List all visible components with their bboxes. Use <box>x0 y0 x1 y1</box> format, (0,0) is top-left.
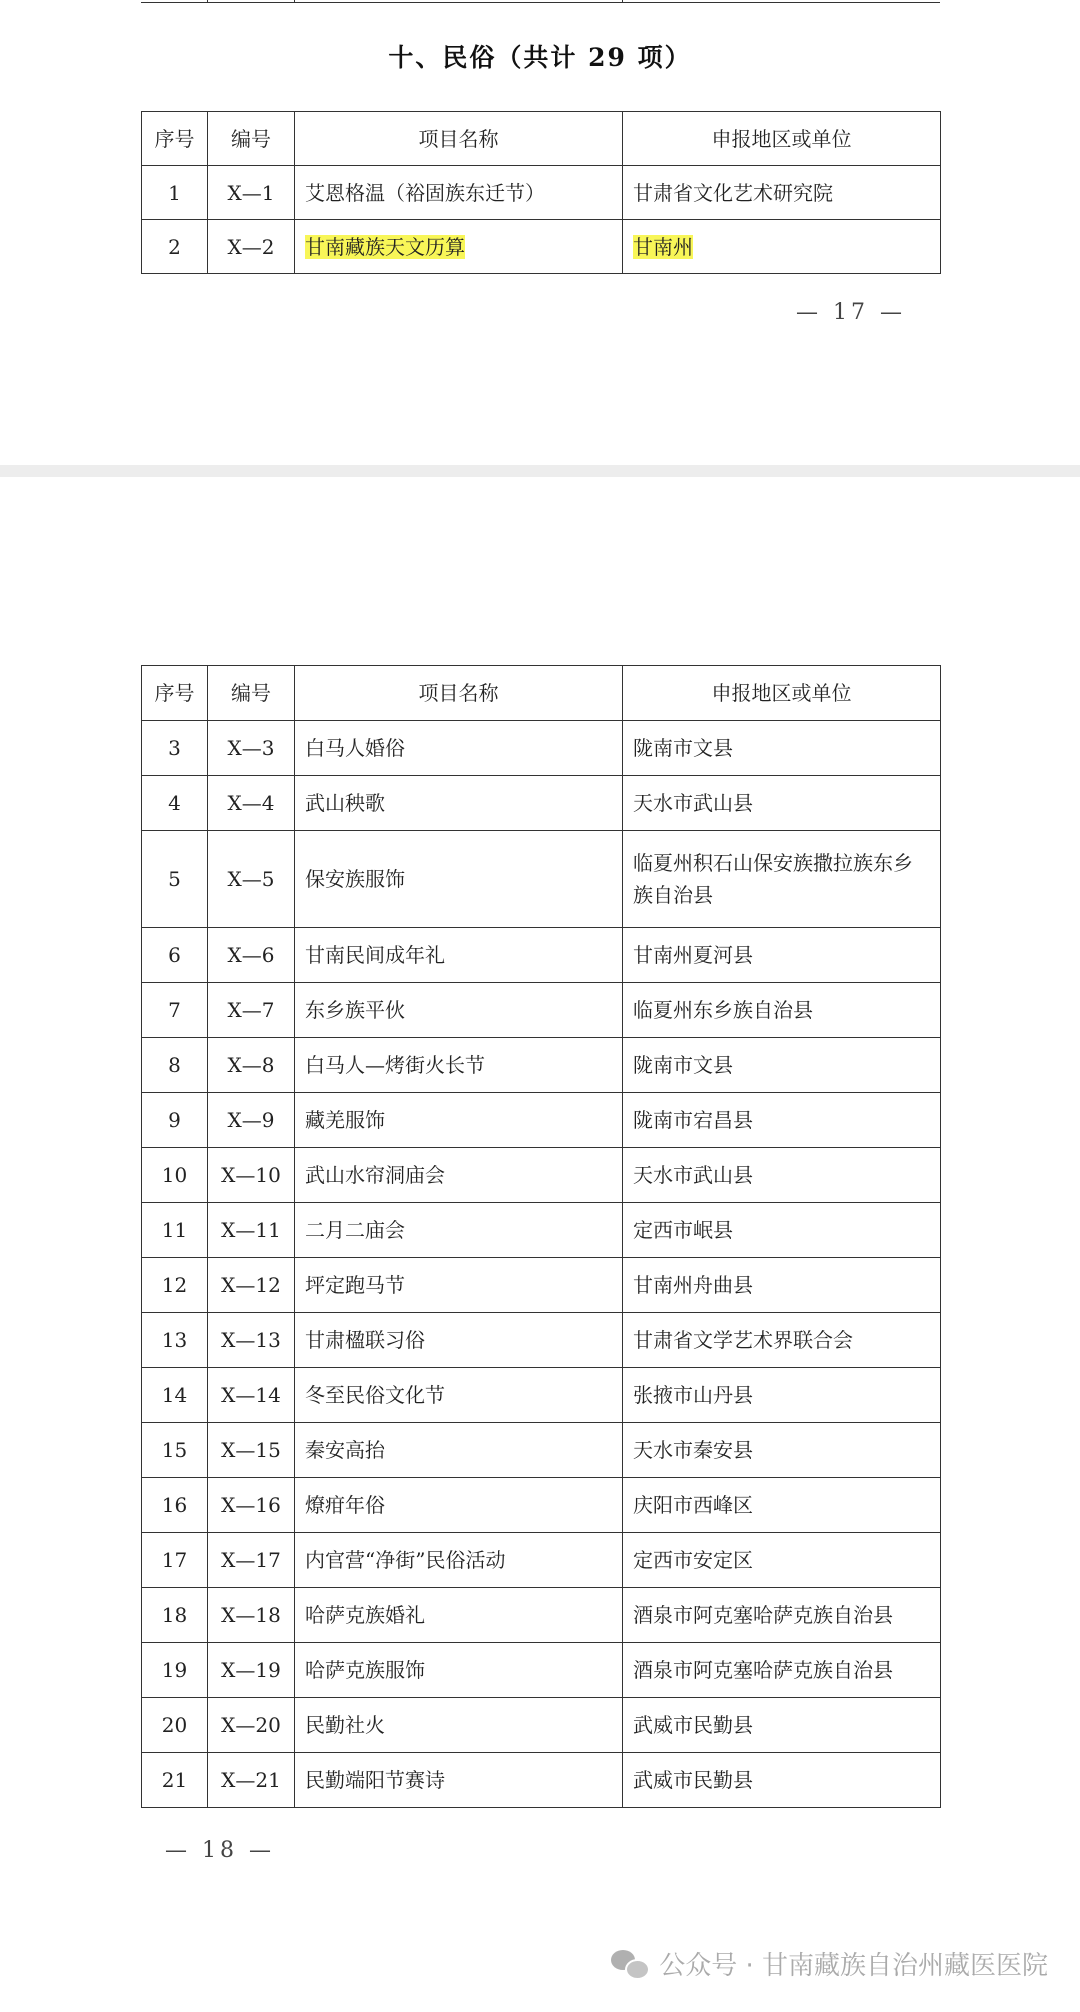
cell-serial: 19 <box>142 1643 208 1698</box>
cell-code: Ⅹ—2 <box>208 220 295 274</box>
header-project-name: 项目名称 <box>295 112 623 166</box>
page-separator <box>0 465 1080 477</box>
cell-region: 天水市武山县 <box>623 1148 941 1203</box>
cell-region: 定西市岷县 <box>623 1203 941 1258</box>
cell-code: Ⅹ—1 <box>208 166 295 220</box>
table-row <box>142 1423 941 1478</box>
table-row <box>142 1478 941 1533</box>
table-row <box>142 1533 941 1588</box>
cell-code: Ⅹ—18 <box>208 1588 295 1643</box>
cell-region: 甘南州夏河县 <box>623 928 941 983</box>
highlighted-region: 甘南州 <box>633 234 693 259</box>
table-row <box>142 776 941 831</box>
header-serial: 序号 <box>142 112 208 166</box>
cell-code: Ⅹ—9 <box>208 1093 295 1148</box>
cell-project-name: 二月二庙会 <box>295 1203 623 1258</box>
table-row <box>142 831 941 928</box>
table-row <box>142 1313 941 1368</box>
cell-serial: 3 <box>142 721 208 776</box>
cell-serial: 2 <box>142 220 208 274</box>
cell-region: 甘肃省文学艺术界联合会 <box>623 1313 941 1368</box>
cell-project-name: 秦安高抬 <box>295 1423 623 1478</box>
cell-region: 武威市民勤县 <box>623 1698 941 1753</box>
cell-code: Ⅹ—8 <box>208 1038 295 1093</box>
header-region: 申报地区或单位 <box>623 666 941 721</box>
table-row <box>142 220 941 274</box>
cell-serial: 14 <box>142 1368 208 1423</box>
table-row <box>142 1203 941 1258</box>
cell-project-name: 武山秧歌 <box>295 776 623 831</box>
folk-custom-table-page-18 <box>141 665 941 1808</box>
cell-code: Ⅹ—14 <box>208 1368 295 1423</box>
cell-serial: 8 <box>142 1038 208 1093</box>
cell-region: 张掖市山丹县 <box>623 1368 941 1423</box>
header-code: 编号 <box>208 112 295 166</box>
cell-serial: 20 <box>142 1698 208 1753</box>
cell-project-name: 保安族服饰 <box>295 831 623 928</box>
cell-serial: 10 <box>142 1148 208 1203</box>
cell-serial: 15 <box>142 1423 208 1478</box>
cell-code: Ⅹ—17 <box>208 1533 295 1588</box>
cell-project-name: 白马人婚俗 <box>295 721 623 776</box>
page-number: — 17 — <box>796 300 906 325</box>
cell-project-name: 武山水帘洞庙会 <box>295 1148 623 1203</box>
folk-custom-table-page-17 <box>141 111 941 274</box>
cell-project-name: 燎疳年俗 <box>295 1478 623 1533</box>
cell-region: 陇南市宕昌县 <box>623 1093 941 1148</box>
cell-project-name: 民勤社火 <box>295 1698 623 1753</box>
cell-serial: 17 <box>142 1533 208 1588</box>
document-page-18 <box>0 477 1080 2012</box>
table-row <box>142 928 941 983</box>
header-region: 申报地区或单位 <box>623 112 941 166</box>
table-row <box>142 1148 941 1203</box>
header-serial: 序号 <box>142 666 208 721</box>
cell-code: Ⅹ—20 <box>208 1698 295 1753</box>
table-header-row <box>142 112 941 166</box>
cell-region: 天水市武山县 <box>623 776 941 831</box>
table-row <box>142 1258 941 1313</box>
cell-code: Ⅹ—12 <box>208 1258 295 1313</box>
table-row <box>142 721 941 776</box>
wechat-account-watermark <box>611 1945 1048 1982</box>
header-project-name: 项目名称 <box>295 666 623 721</box>
cell-project-name: 甘肃楹联习俗 <box>295 1313 623 1368</box>
cell-code: Ⅹ—5 <box>208 831 295 928</box>
cell-project-name: 哈萨克族婚礼 <box>295 1588 623 1643</box>
cell-code: Ⅹ—3 <box>208 721 295 776</box>
cell-code: Ⅹ—7 <box>208 983 295 1038</box>
project-name-text: 艾恩格温（裕固族东迁节） <box>305 180 545 205</box>
cell-code: Ⅹ—11 <box>208 1203 295 1258</box>
document-page-17 <box>0 0 1080 465</box>
cell-region <box>623 220 941 274</box>
cell-project-name <box>295 166 623 220</box>
cell-project-name: 坪定跑马节 <box>295 1258 623 1313</box>
highlighted-project-name: 甘南藏族天文历算 <box>305 234 465 259</box>
table-row <box>142 983 941 1038</box>
table-row <box>142 1093 941 1148</box>
header-code: 编号 <box>208 666 295 721</box>
cell-region: 酒泉市阿克塞哈萨克族自治县 <box>623 1643 941 1698</box>
table-row <box>142 1038 941 1093</box>
cell-region: 武威市民勤县 <box>623 1753 941 1808</box>
cell-project-name <box>295 220 623 274</box>
cell-serial: 4 <box>142 776 208 831</box>
cell-code: Ⅹ—4 <box>208 776 295 831</box>
table-row <box>142 166 941 220</box>
cell-serial: 13 <box>142 1313 208 1368</box>
cell-serial: 7 <box>142 983 208 1038</box>
cell-code: Ⅹ—6 <box>208 928 295 983</box>
cell-serial: 11 <box>142 1203 208 1258</box>
account-name: 公众号 · 甘南藏族自治州藏医医院 <box>659 1951 1048 1981</box>
cell-project-name: 民勤端阳节赛诗 <box>295 1753 623 1808</box>
cell-serial: 1 <box>142 166 208 220</box>
cell-serial: 9 <box>142 1093 208 1148</box>
table-row <box>142 1753 941 1808</box>
cell-code: Ⅹ—21 <box>208 1753 295 1808</box>
cell-serial: 6 <box>142 928 208 983</box>
cell-serial: 21 <box>142 1753 208 1808</box>
table-header-row <box>142 666 941 721</box>
cell-project-name: 内官营“净街”民俗活动 <box>295 1533 623 1588</box>
cell-serial: 12 <box>142 1258 208 1313</box>
cell-code: Ⅹ—19 <box>208 1643 295 1698</box>
cell-region: 甘南州舟曲县 <box>623 1258 941 1313</box>
cell-code: Ⅹ—10 <box>208 1148 295 1203</box>
section-title: 十、民俗（共计 29 项） <box>388 43 692 72</box>
cell-region: 临夏州积石山保安族撒拉族东乡族自治县 <box>623 831 941 928</box>
cell-project-name: 甘南民间成年礼 <box>295 928 623 983</box>
cell-region: 庆阳市西峰区 <box>623 1478 941 1533</box>
cell-code: Ⅹ—15 <box>208 1423 295 1478</box>
cell-project-name: 东乡族平伙 <box>295 983 623 1038</box>
cell-serial: 18 <box>142 1588 208 1643</box>
cell-project-name: 冬至民俗文化节 <box>295 1368 623 1423</box>
table-row <box>142 1588 941 1643</box>
region-text: 甘肃省文化艺术研究院 <box>633 180 833 205</box>
cell-serial: 5 <box>142 831 208 928</box>
cell-project-name: 藏羌服饰 <box>295 1093 623 1148</box>
page-number: — 18 — <box>165 1838 275 1863</box>
cell-serial: 16 <box>142 1478 208 1533</box>
cell-region: 天水市秦安县 <box>623 1423 941 1478</box>
cell-region: 陇南市文县 <box>623 1038 941 1093</box>
cell-region: 定西市安定区 <box>623 1533 941 1588</box>
previous-table-bottom-edge <box>141 0 940 3</box>
cell-region <box>623 166 941 220</box>
cell-region: 临夏州东乡族自治县 <box>623 983 941 1038</box>
cell-region: 陇南市文县 <box>623 721 941 776</box>
cell-region: 酒泉市阿克塞哈萨克族自治县 <box>623 1588 941 1643</box>
table-row <box>142 1643 941 1698</box>
cell-project-name: 白马人—烤街火长节 <box>295 1038 623 1093</box>
cell-code: Ⅹ—16 <box>208 1478 295 1533</box>
cell-project-name: 哈萨克族服饰 <box>295 1643 623 1698</box>
cell-code: Ⅹ—13 <box>208 1313 295 1368</box>
wechat-icon <box>611 1948 651 1980</box>
table-row <box>142 1368 941 1423</box>
table-row <box>142 1698 941 1753</box>
